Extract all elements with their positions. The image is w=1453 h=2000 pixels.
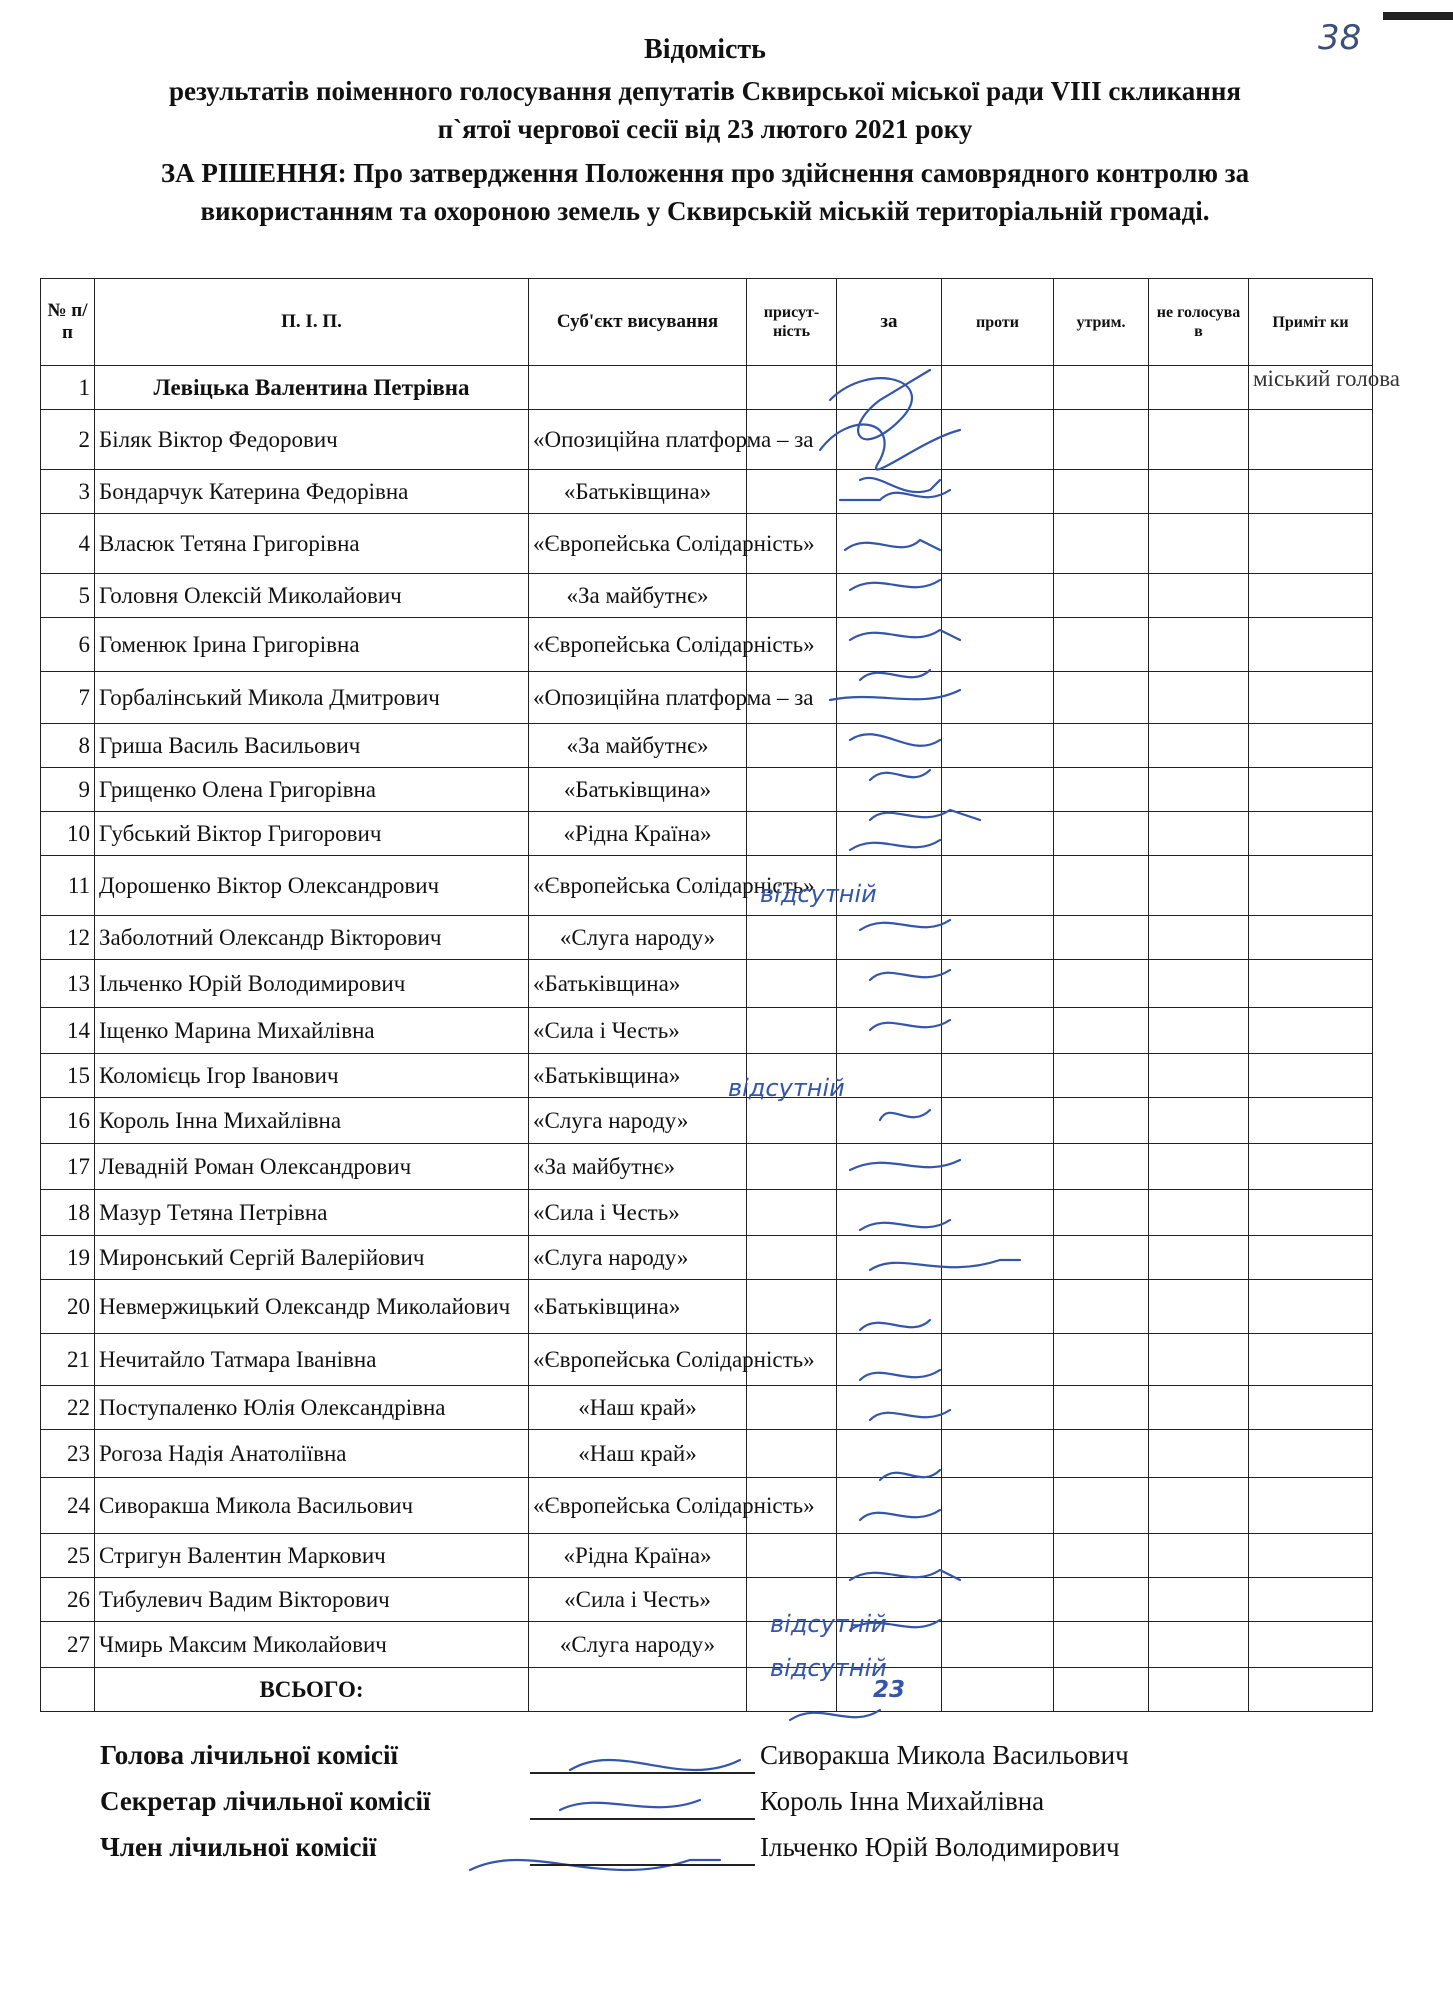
note-cell <box>1249 514 1373 574</box>
against-cell <box>942 916 1054 960</box>
abstain-cell <box>1054 812 1149 856</box>
party-name: «Європейська Солідарність» <box>529 1478 747 1534</box>
for-cell <box>837 470 942 514</box>
member-name: Левіцька Валентина Петрівна <box>95 366 529 410</box>
row-number: 17 <box>41 1144 95 1190</box>
table-row <box>41 1334 1373 1386</box>
total-label: ВСЬОГО: <box>95 1668 529 1712</box>
against-cell <box>942 856 1054 916</box>
party-name: «Батьківщина» <box>529 768 747 812</box>
row-number: 14 <box>41 1008 95 1054</box>
member-name: Гриша Василь Васильович <box>95 724 529 768</box>
note-cell <box>1249 724 1373 768</box>
for-cell <box>837 1190 942 1236</box>
party-name: «Слуга народу» <box>529 1236 747 1280</box>
party-name: «Батьківщина» <box>529 1054 747 1098</box>
party-name: «За майбутнє» <box>529 724 747 768</box>
member-name: Поступаленко Юлія Олександрівна <box>95 1386 529 1430</box>
against-cell <box>942 1478 1054 1534</box>
absent-mark-11: відсутній <box>760 880 877 908</box>
against-cell <box>942 410 1054 470</box>
row-number: 10 <box>41 812 95 856</box>
against-cell <box>942 618 1054 672</box>
party-name: «За майбутнє» <box>529 574 747 618</box>
abstain-cell <box>1054 1236 1149 1280</box>
for-cell <box>837 1280 942 1334</box>
abstain-cell <box>1054 1386 1149 1430</box>
party-name: «Наш край» <box>529 1430 747 1478</box>
for-cell <box>837 1098 942 1144</box>
against-cell <box>942 1578 1054 1622</box>
party-name: «Європейська Солідарність» <box>529 856 747 916</box>
note-cell <box>1249 1190 1373 1236</box>
against-cell <box>942 672 1054 724</box>
not-voted-cell <box>1149 1280 1249 1334</box>
row-number: 3 <box>41 470 95 514</box>
against-cell <box>942 1098 1054 1144</box>
present-cell <box>747 366 837 410</box>
present-cell <box>747 724 837 768</box>
member-name: Губський Віктор Григорович <box>95 812 529 856</box>
note-cell <box>1249 1430 1373 1478</box>
member-name: Мазур Тетяна Петрівна <box>95 1190 529 1236</box>
row-number: 27 <box>41 1622 95 1668</box>
table-row <box>41 768 1373 812</box>
table-row <box>41 1534 1373 1578</box>
document-title: Відомість <box>644 34 766 65</box>
party-name: «Європейська Солідарність» <box>529 514 747 574</box>
abstain-cell <box>1054 1430 1149 1478</box>
member-signature-line <box>530 1864 755 1866</box>
document-subtitle-line2: п`ятої чергової сесії від 23 лютого 2021 року <box>437 114 973 144</box>
row-number: 23 <box>41 1430 95 1478</box>
for-cell <box>837 916 942 960</box>
not-voted-cell <box>1149 1008 1249 1054</box>
row-number: 26 <box>41 1578 95 1622</box>
party-name: «Європейська Солідарність» <box>529 1334 747 1386</box>
abstain-cell <box>1054 410 1149 470</box>
page-number: 38 <box>1318 18 1362 58</box>
against-cell <box>942 1236 1054 1280</box>
party-name: «Рідна Країна» <box>529 1534 747 1578</box>
for-cell <box>837 812 942 856</box>
table-row <box>41 1622 1373 1668</box>
table-row <box>41 1236 1373 1280</box>
col-name-header: П. І. П. <box>95 279 529 366</box>
col-not-voted-header: не голосува в <box>1149 279 1249 366</box>
against-cell <box>942 1190 1054 1236</box>
against-cell <box>942 1334 1054 1386</box>
abstain-cell <box>1054 1622 1149 1668</box>
commission-member-name: Ільченко Юрій Володимирович <box>760 1832 1120 1862</box>
party-name: «Батьківщина» <box>529 470 747 514</box>
member-name: Тибулевич Вадим Вікторович <box>95 1578 529 1622</box>
against-cell <box>942 768 1054 812</box>
present-cell <box>747 812 837 856</box>
party-name: «За майбутнє» <box>529 1144 747 1190</box>
not-voted-cell <box>1149 1054 1249 1098</box>
not-voted-cell <box>1149 812 1249 856</box>
for-cell <box>837 1334 942 1386</box>
commission-member-label: Член лічильної комісії <box>100 1832 377 1862</box>
total-note-cell <box>1249 1668 1373 1712</box>
note-cell <box>1249 1622 1373 1668</box>
row-number: 7 <box>41 672 95 724</box>
abstain-cell <box>1054 960 1149 1008</box>
against-cell <box>942 1534 1054 1578</box>
present-cell <box>747 470 837 514</box>
note-cell <box>1249 1578 1373 1622</box>
for-cell <box>837 960 942 1008</box>
table-row <box>41 856 1373 916</box>
member-name: Горбалінський Микола Дмитрович <box>95 672 529 724</box>
note-cell <box>1249 574 1373 618</box>
decision-title-line1: ЗА РІШЕННЯ: Про затвердження Положення про здійснення самоврядного контролю за <box>160 158 1250 188</box>
not-voted-cell <box>1149 410 1249 470</box>
member-name: Дорошенко Віктор Олександрович <box>95 856 529 916</box>
member-name: Заболотний Олександр Вікторович <box>95 916 529 960</box>
total-not-voted-cell <box>1149 1668 1249 1712</box>
total-row <box>41 1668 1373 1712</box>
table-row <box>41 1386 1373 1430</box>
total-num-cell <box>41 1668 95 1712</box>
row-number: 25 <box>41 1534 95 1578</box>
member-name: Головня Олексій Миколайович <box>95 574 529 618</box>
row-number: 6 <box>41 618 95 672</box>
abstain-cell <box>1054 672 1149 724</box>
present-cell <box>747 1534 837 1578</box>
row-number: 11 <box>41 856 95 916</box>
abstain-cell <box>1054 1144 1149 1190</box>
row-number: 20 <box>41 1280 95 1334</box>
row-number: 9 <box>41 768 95 812</box>
table-row <box>41 366 1373 410</box>
absent-mark-27: відсутній <box>770 1654 887 1682</box>
abstain-cell <box>1054 1334 1149 1386</box>
note-cell <box>1249 470 1373 514</box>
present-cell <box>747 1098 837 1144</box>
total-for-value: 23 <box>837 1668 942 1712</box>
total-abstain-cell <box>1054 1668 1149 1712</box>
member-name: Ільченко Юрій Володимирович <box>95 960 529 1008</box>
abstain-cell <box>1054 1008 1149 1054</box>
not-voted-cell <box>1149 960 1249 1008</box>
row-number: 13 <box>41 960 95 1008</box>
not-voted-cell <box>1149 1578 1249 1622</box>
member-name: Невмержицький Олександр Миколайович <box>95 1280 529 1334</box>
present-cell <box>747 768 837 812</box>
not-voted-cell <box>1149 574 1249 618</box>
scan-corner-mark <box>1383 12 1453 20</box>
note-cell <box>1249 410 1373 470</box>
row-number: 22 <box>41 1386 95 1430</box>
member-name: Сиворакша Микола Васильович <box>95 1478 529 1534</box>
present-cell <box>747 1280 837 1334</box>
member-name: Миронський Сергій Валерійович <box>95 1236 529 1280</box>
col-num-header: № п/п <box>41 279 95 366</box>
table-row <box>41 1054 1373 1098</box>
not-voted-cell <box>1149 366 1249 410</box>
against-cell <box>942 724 1054 768</box>
abstain-cell <box>1054 470 1149 514</box>
table-row <box>41 1430 1373 1478</box>
note-cell <box>1249 960 1373 1008</box>
table-row <box>41 1190 1373 1236</box>
note-cell <box>1249 916 1373 960</box>
note-cell <box>1249 1334 1373 1386</box>
row-number: 18 <box>41 1190 95 1236</box>
for-cell <box>837 1008 942 1054</box>
against-cell <box>942 1280 1054 1334</box>
member-name: Іщенко Марина Михайлівна <box>95 1008 529 1054</box>
row-number: 21 <box>41 1334 95 1386</box>
member-name: Гоменюк Ірина Григорівна <box>95 618 529 672</box>
party-name: «Батьківщина» <box>529 1280 747 1334</box>
table-row <box>41 1478 1373 1534</box>
party-name: «Наш край» <box>529 1386 747 1430</box>
against-cell <box>942 960 1054 1008</box>
member-name: Коломієць Ігор Іванович <box>95 1054 529 1098</box>
table-row <box>41 672 1373 724</box>
abstain-cell <box>1054 1054 1149 1098</box>
not-voted-cell <box>1149 1622 1249 1668</box>
note-cell <box>1249 1008 1373 1054</box>
for-cell <box>837 1478 942 1534</box>
member-name: Король Інна Михайлівна <box>95 1098 529 1144</box>
commission-head-label: Голова лічильної комісії <box>100 1740 398 1770</box>
for-cell <box>837 618 942 672</box>
row-number: 19 <box>41 1236 95 1280</box>
member-name: Власюк Тетяна Григорівна <box>95 514 529 574</box>
col-party-header: Суб'єкт висування <box>529 279 747 366</box>
abstain-cell <box>1054 1534 1149 1578</box>
abstain-cell <box>1054 514 1149 574</box>
table-row <box>41 470 1373 514</box>
not-voted-cell <box>1149 1386 1249 1430</box>
row-number: 15 <box>41 1054 95 1098</box>
for-cell <box>837 724 942 768</box>
against-cell <box>942 574 1054 618</box>
member-name: Стригун Валентин Маркович <box>95 1534 529 1578</box>
table-row <box>41 1098 1373 1144</box>
not-voted-cell <box>1149 768 1249 812</box>
abstain-cell <box>1054 618 1149 672</box>
party-name: «Рідна Країна» <box>529 812 747 856</box>
commission-head-name: Сиворакша Микола Васильович <box>760 1740 1129 1770</box>
against-cell <box>942 514 1054 574</box>
member-name: Нечитайло Татмара Іванівна <box>95 1334 529 1386</box>
note-cell <box>1249 1144 1373 1190</box>
col-abstain-header: утрим. <box>1054 279 1149 366</box>
for-cell <box>837 1534 942 1578</box>
note-cell <box>1249 1098 1373 1144</box>
col-against-header: проти <box>942 279 1054 366</box>
party-name: «Слуга народу» <box>529 1098 747 1144</box>
present-cell <box>747 574 837 618</box>
note-cell <box>1249 812 1373 856</box>
head-signature-line <box>530 1772 755 1774</box>
total-party-cell <box>529 1668 747 1712</box>
abstain-cell <box>1054 856 1149 916</box>
for-cell <box>837 768 942 812</box>
party-name: «Батьківщина» <box>529 960 747 1008</box>
for-cell <box>837 366 942 410</box>
table-row <box>41 960 1373 1008</box>
not-voted-cell <box>1149 1236 1249 1280</box>
for-cell <box>837 1236 942 1280</box>
not-voted-cell <box>1149 672 1249 724</box>
present-cell <box>747 916 837 960</box>
member-name: Грищенко Олена Григорівна <box>95 768 529 812</box>
col-present-header: присут-ність <box>747 279 837 366</box>
member-name: Біляк Віктор Федорович <box>95 410 529 470</box>
note-cell <box>1249 768 1373 812</box>
abstain-cell <box>1054 724 1149 768</box>
note-cell <box>1249 1236 1373 1280</box>
party-name: «Сила і Честь» <box>529 1008 747 1054</box>
table-row <box>41 410 1373 470</box>
abstain-cell <box>1054 366 1149 410</box>
voting-table <box>40 278 1400 1712</box>
note-cell <box>1249 618 1373 672</box>
present-cell <box>747 960 837 1008</box>
party-name <box>529 366 747 410</box>
against-cell <box>942 1386 1054 1430</box>
total-against-cell <box>942 1668 1054 1712</box>
note-cell <box>1249 1478 1373 1534</box>
col-for-header: за <box>837 279 942 366</box>
not-voted-cell <box>1149 1334 1249 1386</box>
col-note-header: Приміт ки <box>1249 279 1373 366</box>
row-number: 8 <box>41 724 95 768</box>
abstain-cell <box>1054 1578 1149 1622</box>
present-cell <box>747 1008 837 1054</box>
against-cell <box>942 812 1054 856</box>
party-name: «Європейська Солідарність» <box>529 618 747 672</box>
not-voted-cell <box>1149 514 1249 574</box>
party-name: «Слуга народу» <box>529 916 747 960</box>
for-cell <box>837 1430 942 1478</box>
not-voted-cell <box>1149 1144 1249 1190</box>
not-voted-cell <box>1149 1534 1249 1578</box>
table-row <box>41 1008 1373 1054</box>
note-cell <box>1249 1534 1373 1578</box>
note-cell <box>1249 672 1373 724</box>
party-name: «Опозиційна платформа – за <box>529 410 747 470</box>
absent-mark-15: відсутній <box>728 1074 845 1102</box>
decision-title-line2: використанням та охороною земель у Сквирській міській територіальній громаді. <box>200 196 1210 226</box>
against-cell <box>942 1008 1054 1054</box>
not-voted-cell <box>1149 1190 1249 1236</box>
table-row <box>41 1578 1373 1622</box>
present-cell <box>747 1386 837 1430</box>
abstain-cell <box>1054 916 1149 960</box>
present-cell <box>747 1190 837 1236</box>
against-cell <box>942 1054 1054 1098</box>
secretary-signature-line <box>530 1818 755 1820</box>
not-voted-cell <box>1149 1478 1249 1534</box>
row-number: 1 <box>41 366 95 410</box>
not-voted-cell <box>1149 724 1249 768</box>
for-cell <box>837 1054 942 1098</box>
table-row <box>41 1144 1373 1190</box>
table-row <box>41 724 1373 768</box>
note-cell <box>1249 1280 1373 1334</box>
abstain-cell <box>1054 1280 1149 1334</box>
table-header-row <box>41 279 1373 366</box>
table-row <box>41 916 1373 960</box>
table-row <box>41 514 1373 574</box>
abstain-cell <box>1054 768 1149 812</box>
for-cell <box>837 410 942 470</box>
not-voted-cell <box>1149 470 1249 514</box>
abstain-cell <box>1054 1190 1149 1236</box>
row-number: 16 <box>41 1098 95 1144</box>
note-cell <box>1249 1386 1373 1430</box>
party-name: «Опозиційна платформа – за <box>529 672 747 724</box>
table-row <box>41 1280 1373 1334</box>
not-voted-cell <box>1149 1098 1249 1144</box>
commission-secretary-name: Король Інна Михайлівна <box>760 1786 1045 1816</box>
not-voted-cell <box>1149 1430 1249 1478</box>
present-cell <box>747 1144 837 1190</box>
present-cell <box>747 1430 837 1478</box>
member-name: Бондарчук Катерина Федорівна <box>95 470 529 514</box>
not-voted-cell <box>1149 856 1249 916</box>
row-number: 2 <box>41 410 95 470</box>
row-number: 4 <box>41 514 95 574</box>
absent-mark-26: відсутній <box>770 1610 887 1638</box>
table-row <box>41 574 1373 618</box>
against-cell <box>942 366 1054 410</box>
present-cell <box>747 1236 837 1280</box>
member-name: Чмирь Максим Миколайович <box>95 1622 529 1668</box>
against-cell <box>942 1144 1054 1190</box>
row-number: 24 <box>41 1478 95 1534</box>
note-cell <box>1249 856 1373 916</box>
for-cell <box>837 1386 942 1430</box>
abstain-cell <box>1054 1098 1149 1144</box>
against-cell <box>942 1622 1054 1668</box>
for-cell <box>837 514 942 574</box>
commission-secretary-label: Секретар лічильної комісії <box>100 1786 431 1816</box>
against-cell <box>942 1430 1054 1478</box>
for-cell <box>837 672 942 724</box>
not-voted-cell <box>1149 916 1249 960</box>
member-name: Левадній Роман Олександрович <box>95 1144 529 1190</box>
member-name: Рогоза Надія Анатоліївна <box>95 1430 529 1478</box>
document-subtitle-line1: результатів поіменного голосування депутатів Сквирської міської ради VIII скликання <box>168 76 1242 106</box>
abstain-cell <box>1054 1478 1149 1534</box>
table-row <box>41 812 1373 856</box>
row-number: 5 <box>41 574 95 618</box>
against-cell <box>942 470 1054 514</box>
not-voted-cell <box>1149 618 1249 672</box>
note-cell: міський голова <box>1249 366 1373 410</box>
party-name: «Сила і Честь» <box>529 1578 747 1622</box>
party-name: «Сила і Честь» <box>529 1190 747 1236</box>
row-number: 12 <box>41 916 95 960</box>
for-cell <box>837 1144 942 1190</box>
for-cell <box>837 574 942 618</box>
abstain-cell <box>1054 574 1149 618</box>
table-row <box>41 618 1373 672</box>
party-name: «Слуга народу» <box>529 1622 747 1668</box>
note-cell <box>1249 1054 1373 1098</box>
